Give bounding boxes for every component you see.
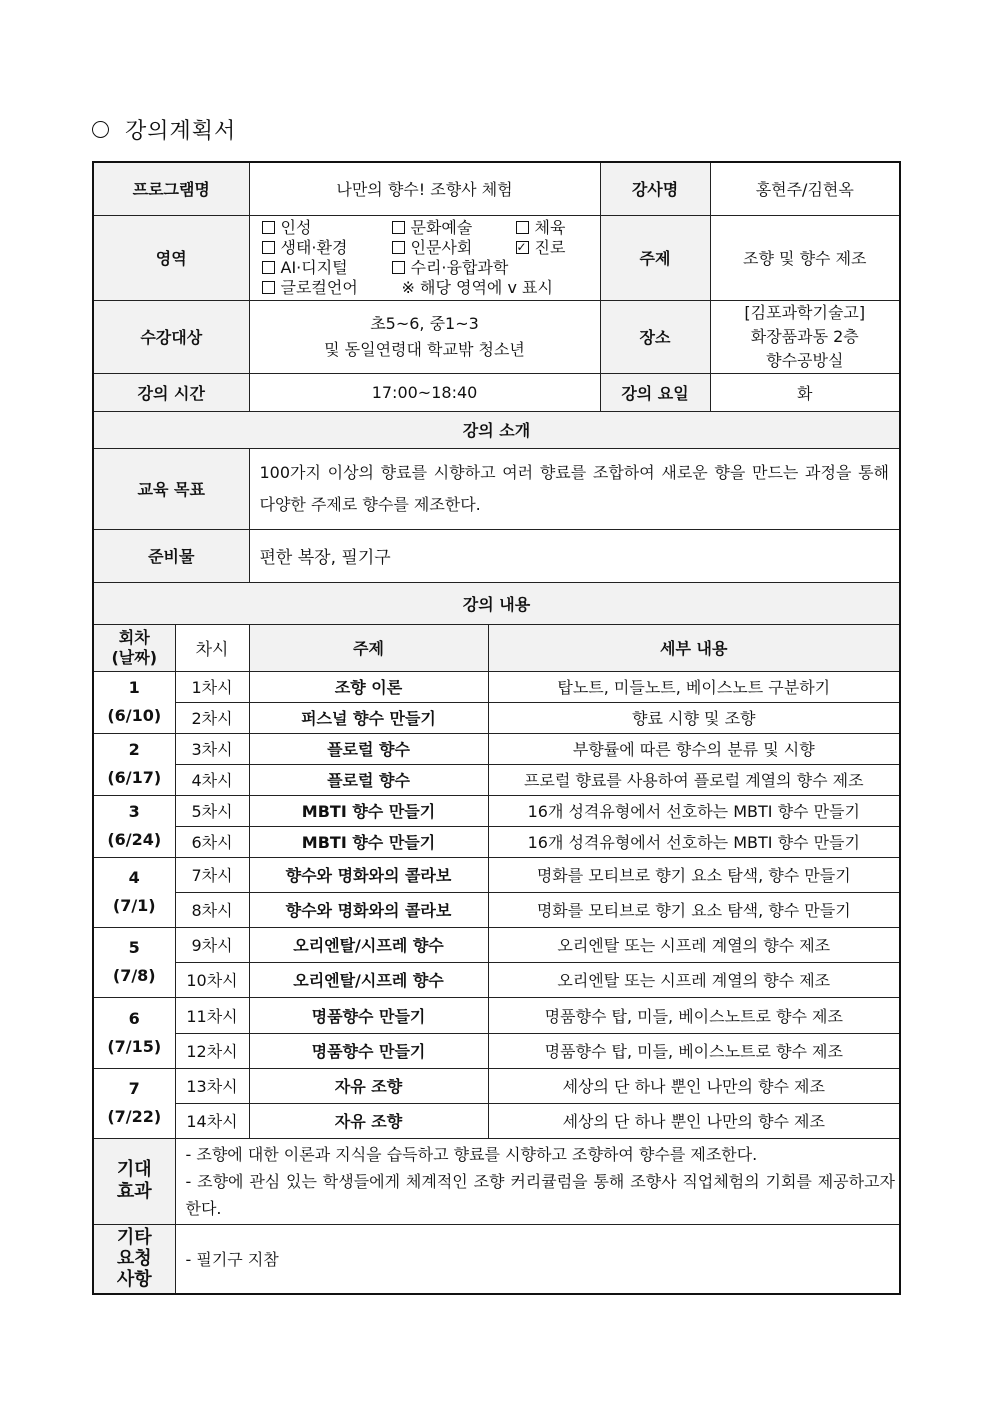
col-detail-header: 세부 내용 xyxy=(488,624,900,671)
checkbox-icon[interactable] xyxy=(262,241,275,254)
document-title xyxy=(92,114,236,145)
period-cell: 5차시 xyxy=(175,795,249,826)
target-value xyxy=(249,300,600,373)
supplies-label: 준비물 xyxy=(93,529,249,582)
time-label: 강의 시간 xyxy=(93,373,249,411)
session-number: 2 xyxy=(128,740,140,759)
topic-value: 조향 및 향수 제조 xyxy=(710,215,900,300)
period-cell: 14차시 xyxy=(175,1103,249,1138)
session-number: 3 xyxy=(128,802,140,821)
topic-cell: 조향 이론 xyxy=(249,671,488,702)
program-name-label: 프로그램명 xyxy=(93,162,249,215)
detail-cell: 16개 성격유형에서 선호하는 MBTI 향수 만들기 xyxy=(488,795,900,826)
area-option: AI·디지털 xyxy=(280,257,348,277)
detail-cell: 명화를 모티브로 향기 요소 탐색, 향수 만들기 xyxy=(488,857,900,892)
topic-cell: MBTI 향수 만들기 xyxy=(249,826,488,857)
effect-item: - 조향에 관심 있는 학생들에게 체계적인 조향 커리큘럼을 통해 조향사 직업체험의 기회를 제공하고자 한다. xyxy=(185,1171,896,1218)
instructor-label: 강사명 xyxy=(600,162,710,215)
area-option: 인문사회 xyxy=(410,237,473,257)
topic-cell: 플로럴 향수 xyxy=(249,764,488,795)
checkbox-icon[interactable] xyxy=(392,261,405,274)
place-line: [김포과학기술고] xyxy=(744,302,866,322)
period-cell: 9차시 xyxy=(175,927,249,962)
period-cell: 13차시 xyxy=(175,1068,249,1103)
session-number: 1 xyxy=(128,678,140,697)
period-cell: 3차시 xyxy=(175,733,249,764)
detail-cell: 16개 성격유형에서 선호하는 MBTI 향수 만들기 xyxy=(488,826,900,857)
area-option: 수리·융합과학 xyxy=(410,257,509,277)
detail-cell: 프로럴 향료를 사용하여 플로럴 계열의 향수 제조 xyxy=(488,764,900,795)
etc-label: 기타 요청 사항 xyxy=(93,1224,175,1294)
day-label: 강의 요일 xyxy=(600,373,710,411)
checkbox-icon[interactable] xyxy=(392,221,405,234)
session-round xyxy=(93,927,175,997)
topic-cell: 오리엔탈/시프레 향수 xyxy=(249,962,488,997)
place-label: 장소 xyxy=(600,300,710,373)
area-label: 영역 xyxy=(93,215,249,300)
topic-cell: 플로럴 향수 xyxy=(249,733,488,764)
checkbox-icon[interactable] xyxy=(262,261,275,274)
effect-label: 기대 효과 xyxy=(93,1138,175,1224)
circle-bullet-icon xyxy=(92,121,109,138)
checkbox-icon[interactable] xyxy=(516,221,529,234)
target-line: 및 동일연령대 학교밖 청소년 xyxy=(324,339,525,359)
col-round-header: 회차 (날짜) xyxy=(93,624,175,671)
program-name-value: 나만의 향수! 조향사 체험 xyxy=(249,162,600,215)
session-date: (7/1) xyxy=(112,896,156,915)
period-cell: 11차시 xyxy=(175,997,249,1033)
area-option: 체육 xyxy=(534,217,566,237)
session-date: (7/15) xyxy=(107,1036,162,1056)
session-round xyxy=(93,795,175,857)
etc-value: - 필기구 지참 xyxy=(175,1224,900,1294)
topic-cell: 명품향수 만들기 xyxy=(249,997,488,1033)
place-line: 향수공방실 xyxy=(766,350,844,370)
session-date: (7/22) xyxy=(107,1107,162,1126)
checkbox-icon[interactable] xyxy=(262,281,275,294)
area-option: 진로 xyxy=(534,237,566,257)
col-topic-header: 주제 xyxy=(249,624,488,671)
area-option: 글로컬언어 xyxy=(280,277,358,297)
session-date: (6/24) xyxy=(107,830,162,849)
period-cell: 12차시 xyxy=(175,1033,249,1068)
day-value: 화 xyxy=(710,373,900,411)
topic-cell: 오리엔탈/시프레 향수 xyxy=(249,927,488,962)
detail-cell: 부향률에 따른 향수의 분류 및 시향 xyxy=(488,733,900,764)
area-note: ※ 해당 영역에 v 표시 xyxy=(401,277,553,297)
place-line: 화장품과동 2층 xyxy=(750,326,859,346)
session-date: (6/10) xyxy=(107,706,162,725)
period-cell: 1차시 xyxy=(175,671,249,702)
session-number: 4 xyxy=(128,868,140,887)
checked-checkbox-icon[interactable] xyxy=(516,241,529,254)
topic-label: 주제 xyxy=(600,215,710,300)
detail-cell: 향료 시향 및 조향 xyxy=(488,702,900,733)
detail-cell: 탑노트, 미들노트, 베이스노트 구분하기 xyxy=(488,671,900,702)
checkbox-icon[interactable] xyxy=(392,241,405,254)
instructor-value: 홍현주/김현옥 xyxy=(710,162,900,215)
topic-cell: 자유 조향 xyxy=(249,1068,488,1103)
topic-cell: 향수와 명화와의 콜라보 xyxy=(249,857,488,892)
detail-cell: 명품향수 탑, 미들, 베이스노트로 향수 제조 xyxy=(488,1033,900,1068)
period-cell: 4차시 xyxy=(175,764,249,795)
area-checklist xyxy=(249,215,600,300)
period-cell: 7차시 xyxy=(175,857,249,892)
lecture-plan-table xyxy=(92,161,901,1295)
area-option: 생태·환경 xyxy=(280,237,348,257)
period-cell: 2차시 xyxy=(175,702,249,733)
detail-cell: 세상의 단 하나 뿐인 나만의 향수 제조 xyxy=(488,1068,900,1103)
place-value xyxy=(710,300,900,373)
session-number: 7 xyxy=(128,1079,140,1098)
session-round xyxy=(93,857,175,927)
detail-cell: 명품향수 탑, 미들, 베이스노트로 향수 제조 xyxy=(488,997,900,1033)
checkbox-icon[interactable] xyxy=(262,221,275,234)
supplies-value: 편한 복장, 필기구 xyxy=(249,529,900,582)
detail-cell: 오리엔탈 또는 시프레 계열의 향수 제조 xyxy=(488,927,900,962)
session-round xyxy=(93,1068,175,1138)
period-cell: 6차시 xyxy=(175,826,249,857)
topic-cell: 자유 조향 xyxy=(249,1103,488,1138)
topic-cell: 퍼스널 향수 만들기 xyxy=(249,702,488,733)
topic-cell: MBTI 향수 만들기 xyxy=(249,795,488,826)
goal-label: 교육 목표 xyxy=(93,448,249,529)
session-round xyxy=(93,997,175,1068)
topic-cell: 명품향수 만들기 xyxy=(249,1033,488,1068)
session-number: 6 xyxy=(128,1008,140,1028)
title-text: 강의계획서 xyxy=(125,119,237,144)
period-cell: 10차시 xyxy=(175,962,249,997)
target-line: 초5~6, 중1~3 xyxy=(370,313,479,333)
area-option: 인성 xyxy=(280,217,312,237)
topic-cell: 향수와 명화와의 콜라보 xyxy=(249,892,488,927)
detail-cell: 명화를 모티브로 향기 요소 탐색, 향수 만들기 xyxy=(488,892,900,927)
session-date: (6/17) xyxy=(107,768,162,787)
intro-section-header: 강의 소개 xyxy=(93,411,900,448)
time-value: 17:00~18:40 xyxy=(249,373,600,411)
period-cell: 8차시 xyxy=(175,892,249,927)
session-round xyxy=(93,671,175,733)
effect-item: - 조향에 대한 이론과 지식을 습득하고 향료를 시향하고 조향하여 향수를 제조한다. xyxy=(185,1144,758,1164)
detail-cell: 세상의 단 하나 뿐인 나만의 향수 제조 xyxy=(488,1103,900,1138)
area-option: 문화예술 xyxy=(410,217,473,237)
effect-value xyxy=(175,1138,900,1224)
content-section-header: 강의 내용 xyxy=(93,582,900,624)
session-date: (7/8) xyxy=(112,966,156,985)
session-round xyxy=(93,733,175,795)
goal-value: 100가지 이상의 향료를 시향하고 여러 향료를 조합하여 새로운 향을 만드는 과정을 통해 다양한 주제로 향수를 제조한다. xyxy=(249,448,900,529)
target-label: 수강대상 xyxy=(93,300,249,373)
session-number: 5 xyxy=(128,938,140,957)
col-period-header: 차시 xyxy=(175,624,249,671)
detail-cell: 오리엔탈 또는 시프레 계열의 향수 제조 xyxy=(488,962,900,997)
